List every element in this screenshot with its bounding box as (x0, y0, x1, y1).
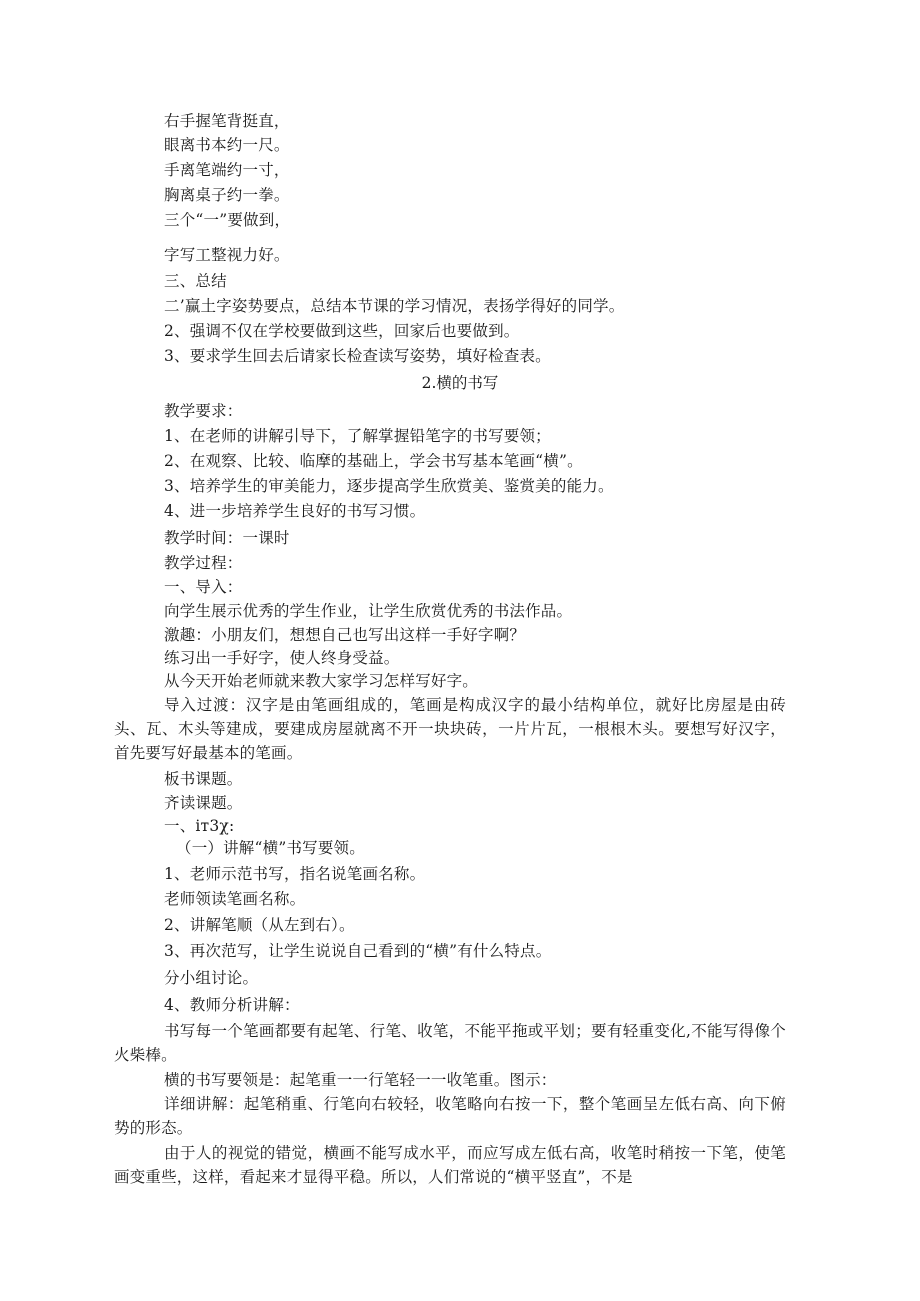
intro-line: 向学生展示优秀的学生作业，让学生欣赏优秀的书法作品。 (164, 602, 573, 620)
poem-line: 眼离书本约一尺。 (164, 136, 290, 154)
process-heading: 教学过程： (164, 554, 243, 572)
section2-subheading: （一）讲解“横”书写要领。 (176, 839, 365, 857)
section2-line: 2、讲解笔顺（从左到右）。 (164, 916, 355, 934)
summary-heading: 三、总结 (164, 272, 227, 290)
requirements-heading: 教学要求： (164, 402, 243, 420)
requirement-item: 2、在观察、比较、临摩的基础上，学会书写基本笔画“横”。 (164, 452, 583, 470)
lesson-title: 2.横的书写 (421, 374, 499, 392)
read-title: 齐读课题。 (164, 794, 243, 812)
intro-heading: 一、导入： (164, 578, 243, 596)
summary-item: 3、要求学生回去后请家长检查读写姿势，填好检查表。 (164, 347, 551, 365)
paragraph: 横的书写要领是：起笔重一一行笔轻一一收笔重。图示： (164, 1071, 557, 1089)
section2-heading: 一、iт3χ: (164, 817, 235, 835)
summary-item: 2、强调不仅在学校要做到这些，回家后也要做到。 (164, 322, 520, 340)
poem-line: 右手握笔背挺直， (164, 112, 290, 130)
poem-line: 手离笔端约一寸， (164, 161, 290, 179)
requirement-item: 1、在老师的讲解引导下，了解掌握铅笔字的书写要领； (164, 427, 551, 445)
requirement-item: 4、进一步培养学生良好的书写习惯。 (164, 502, 426, 520)
teaching-time: 教学时间：一课时 (164, 529, 290, 547)
section2-line: 4、教师分析讲解： (164, 996, 300, 1014)
poem-line: 三个“一”要做到， (164, 211, 291, 229)
section2-line: 分小组讨论。 (164, 969, 259, 987)
paragraph: 由于人的视觉的错觉，横画不能写成水平，而应写成左低右高，收笔时稍按一下笔，使笔画变重些，这样，看起来才显得平稳。所以，人们常说的“横平竖直”，不是 (114, 1144, 786, 1186)
board-title: 板书课题。 (164, 770, 243, 788)
section2-line: 3、再次范写，让学生说说自己看到的“横”有什么特点。 (164, 942, 552, 960)
paragraph: 书写每一个笔画都要有起笔、行笔、收笔，不能平拖或平划；要有轻重变化,不能写得像个火柴棒。 (114, 1022, 786, 1064)
paragraph: 详细讲解：起笔稍重、行笔向右较轻，收笔略向右按一下，整个笔画呈左低右高、向下俯势的形态。 (114, 1095, 786, 1137)
section2-line: 老师领读笔画名称。 (164, 890, 306, 908)
section2-line: 1、老师示范书写，指名说笔画名称。 (164, 865, 426, 883)
transition-paragraph: 导入过渡：汉字是由笔画组成的，笔画是构成汉字的最小结构单位，就好比房屋是由砖头、瓦、木头等建成，要建成房屋就离不开一块块砖，一片片瓦，一根根木头。要想写好汉字，首先要写好最基本的笔画。 (114, 696, 786, 762)
poem-line: 字写工整视力好。 (164, 246, 290, 264)
intro-line: 从今天开始老师就来教大家学习怎样写好字。 (164, 672, 479, 690)
intro-line: 激趣：小朋友们，想想自己也写出这样一手好字啊？ (164, 626, 526, 644)
summary-item: 二’赢土字姿势要点，总结本节课的学习情况，表扬学得好的同学。 (164, 297, 625, 315)
requirement-item: 3、培养学生的审美能力，逐步提高学生欣赏美、鉴赏美的能力。 (164, 477, 614, 495)
poem-line: 胸离桌子约一拳。 (164, 186, 290, 204)
intro-line: 练习出一手好字，使人终身受益。 (164, 649, 400, 667)
